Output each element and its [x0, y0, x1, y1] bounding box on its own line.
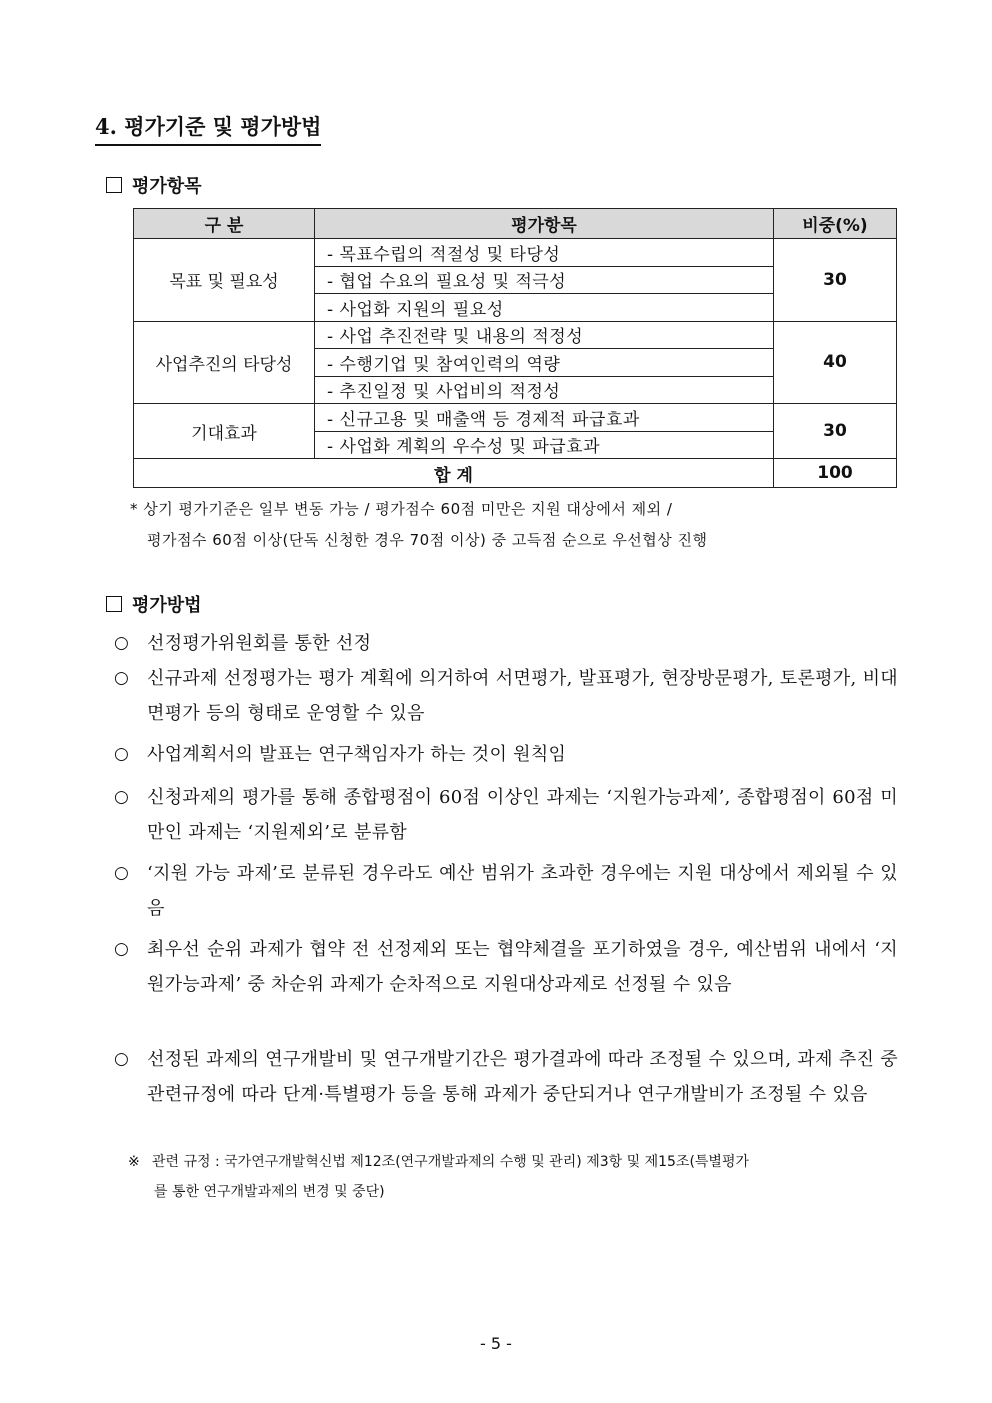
category-cell: 목표 및 필요성	[134, 239, 315, 322]
item-cell: - 사업화 계획의 우수성 및 파급효과	[315, 431, 774, 459]
evaluation-criteria-table	[133, 208, 897, 488]
circle-bullet-icon: ○	[114, 939, 129, 959]
total-label: 합 계	[134, 459, 774, 488]
category-cell: 사업추진의 타당성	[134, 321, 315, 404]
table-row	[134, 239, 897, 267]
list-item	[114, 780, 898, 850]
header-category: 구 분	[134, 209, 315, 239]
circle-bullet-icon: ○	[114, 863, 129, 883]
list-item	[114, 661, 898, 731]
list-item-text: 선정된 과제의 연구개발비 및 연구개발기간은 평가결과에 따라 조정될 수 있으며, 과제 추진 중 관련규정에 따라 단계·특별평가 등을 통해 과제가 중단되거나 연구개발비가 조정될 수 있음	[147, 1049, 898, 1105]
footnote-text: 관련 규정 : 국가연구개발혁신법 제12조(연구개발과제의 수행 및 관리) 제3항 및 제15조(특별평가	[152, 1154, 750, 1170]
list-item-text: ‘지원 가능 과제’로 분류된 경우라도 예산 범위가 초과한 경우에는 지원 대상에서 제외될 수 있음	[147, 863, 898, 919]
weight-cell: 40	[774, 321, 897, 404]
circle-bullet-icon: ○	[114, 1049, 129, 1069]
note-line: * 상기 평가기준은 일부 변동 가능 / 평가점수 60점 미만은 지원 대상에서 제외 /	[130, 500, 673, 518]
circle-bullet-icon: ○	[114, 633, 129, 653]
item-cell: - 사업 추진전략 및 내용의 적정성	[315, 321, 774, 349]
table-row	[134, 404, 897, 432]
header-items: 평가항목	[315, 209, 774, 239]
list-item-text: 최우선 순위 과제가 협약 전 선정제외 또는 협약체결을 포기하였을 경우, 예산범위 내에서 ‘지원가능과제’ 중 차순위 과제가 순차적으로 지원대상과제로 선정될 수 있음	[147, 939, 898, 995]
checkbox-square-icon	[106, 596, 122, 612]
checkbox-square-icon	[106, 177, 122, 193]
methods-heading	[106, 591, 202, 617]
total-row	[134, 459, 897, 488]
regulation-footnote	[128, 1147, 898, 1207]
weight-cell: 30	[774, 404, 897, 459]
item-cell: - 협업 수요의 필요성 및 적극성	[315, 266, 774, 294]
page-number: - 5 -	[480, 1334, 512, 1353]
table-row	[134, 321, 897, 349]
circle-bullet-icon: ○	[114, 787, 129, 807]
item-cell: - 목표수립의 적절성 및 타당성	[315, 239, 774, 267]
circle-bullet-icon: ○	[114, 668, 129, 688]
criteria-note	[130, 494, 900, 556]
item-cell: - 신규고용 및 매출액 등 경제적 파급효과	[315, 404, 774, 432]
footnote-line	[128, 1147, 898, 1177]
list-item-text: 신청과제의 평가를 통해 종합평점이 60점 이상인 과제는 ‘지원가능과제’, 종합평점이 60점 미만인 과제는 ‘지원제외’로 분류함	[147, 787, 898, 843]
total-value: 100	[774, 459, 897, 488]
category-cell: 기대효과	[134, 404, 315, 459]
weight-cell: 30	[774, 239, 897, 322]
list-item-text: 사업계획서의 발표는 연구책임자가 하는 것이 원칙임	[147, 744, 567, 765]
item-cell: - 추진일정 및 사업비의 적정성	[315, 376, 774, 404]
note-line: 평가점수 60점 이상(단독 신청한 경우 70점 이상) 중 고득점 순으로 우선협상 진행	[147, 531, 708, 549]
section-title: 4. 평가기준 및 평가방법	[95, 112, 321, 146]
footnote-line: 를 통한 연구개발과제의 변경 및 중단)	[154, 1184, 385, 1200]
methods-heading-label: 평가방법	[132, 595, 202, 616]
list-item	[114, 932, 898, 1002]
header-weight: 비중(%)	[774, 209, 897, 239]
table-header-row	[134, 209, 897, 239]
item-cell: - 사업화 지원의 필요성	[315, 294, 774, 322]
list-item-text: 선정평가위원회를 통한 선정	[147, 633, 372, 654]
list-item-text: 신규과제 선정평가는 평가 계획에 의거하여 서면평가, 발표평가, 현장방문평가, 토론평가, 비대면평가 등의 형태로 운영할 수 있음	[147, 668, 898, 724]
list-item	[114, 856, 898, 926]
list-item	[114, 626, 898, 661]
criteria-heading	[106, 172, 202, 198]
list-item	[114, 737, 898, 772]
reference-mark-icon: ※	[128, 1154, 140, 1170]
list-item	[114, 1042, 898, 1112]
criteria-heading-label: 평가항목	[132, 176, 202, 197]
item-cell: - 수행기업 및 참여인력의 역량	[315, 349, 774, 377]
circle-bullet-icon: ○	[114, 744, 129, 764]
